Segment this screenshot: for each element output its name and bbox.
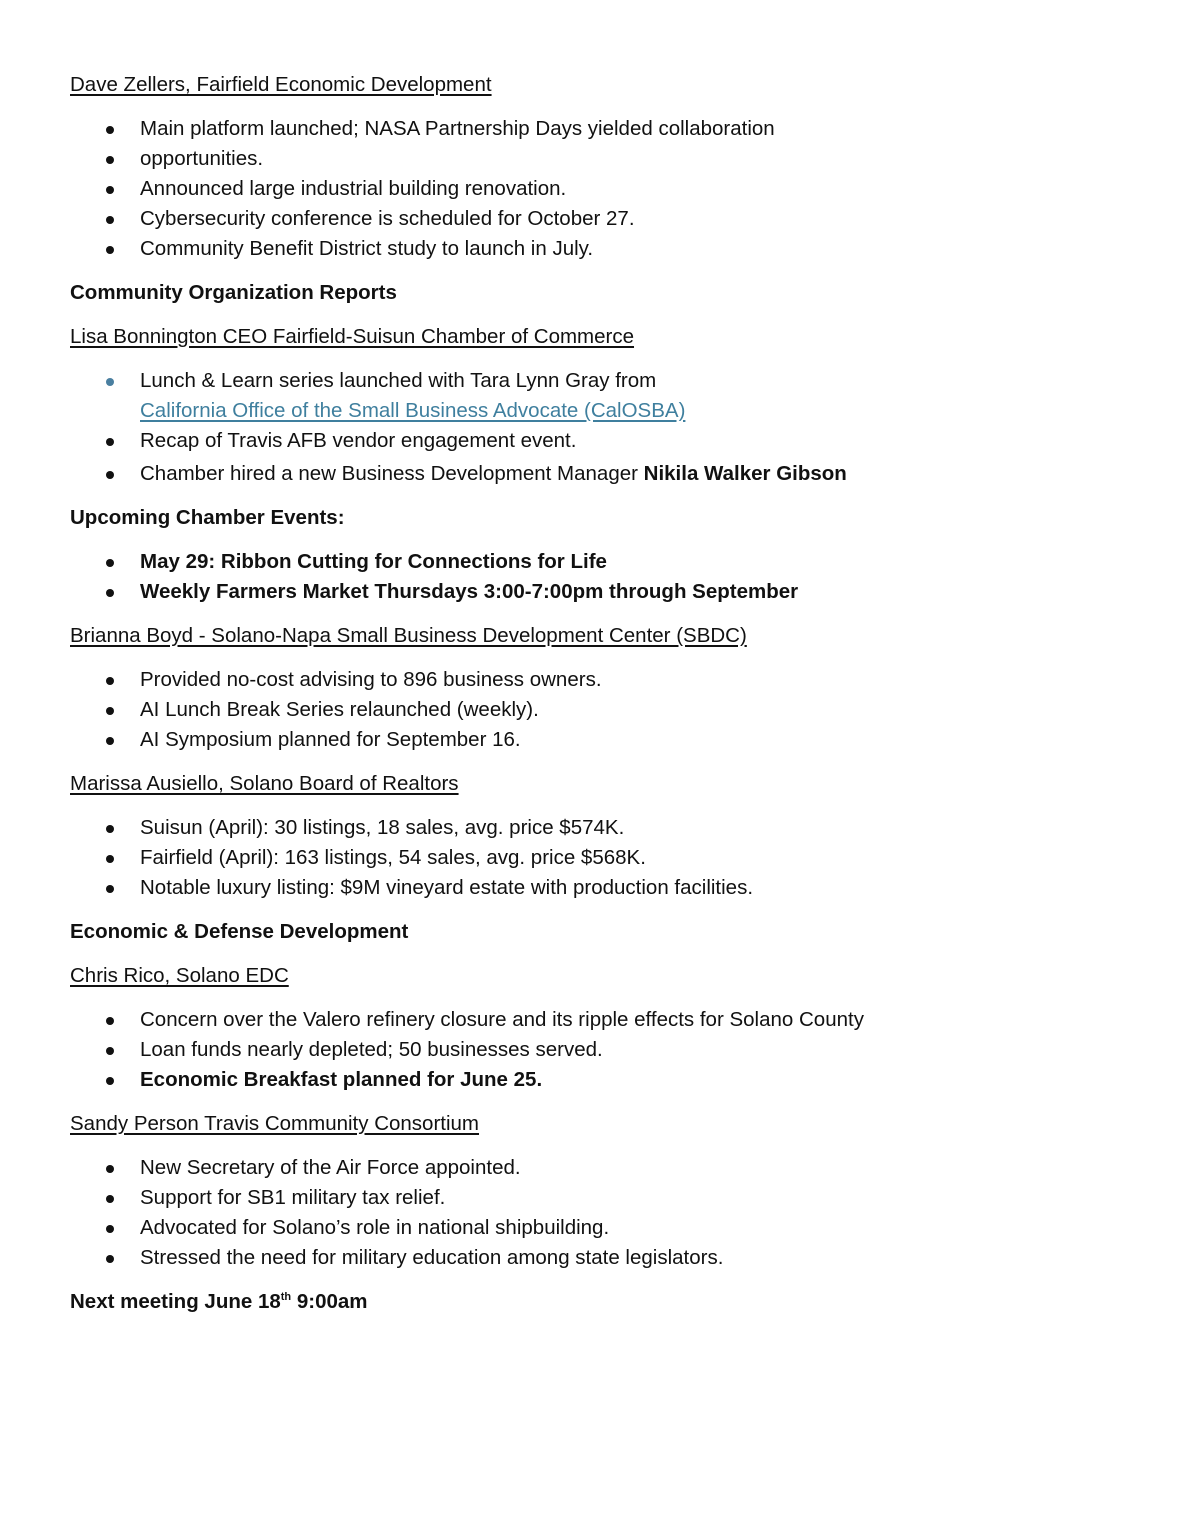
list-item: Provided no-cost advising to 896 business owners. xyxy=(70,665,1130,695)
list-item: Economic Breakfast planned for June 25. xyxy=(70,1065,1130,1095)
lisa-bonnington-list xyxy=(70,366,1130,489)
chris-rico-list xyxy=(70,1005,1130,1095)
list-item: opportunities. xyxy=(70,144,1130,174)
list-item: May 29: Ribbon Cutting for Connections for Life xyxy=(70,547,1130,577)
speaker-chris-rico: Chris Rico, Solano EDC xyxy=(70,964,289,987)
section-heading-community: Community Organization Reports xyxy=(70,281,397,304)
sandy-person-list xyxy=(70,1153,1130,1273)
list-item: AI Symposium planned for September 16. xyxy=(70,725,1130,755)
list-item: AI Lunch Break Series relaunched (weekly). xyxy=(70,695,1130,725)
list-item: New Secretary of the Air Force appointed. xyxy=(70,1153,1130,1183)
list-item: Recap of Travis AFB vendor engagement event. xyxy=(70,426,1130,456)
document-page xyxy=(70,70,1130,1331)
next-meeting xyxy=(70,1287,1130,1317)
list-item: Advocated for Solano’s role in national shipbuilding. xyxy=(70,1213,1130,1243)
speaker-sandy-person: Sandy Person Travis Community Consortium xyxy=(70,1112,480,1135)
calosba-link[interactable]: California Office of the Small Business Advocate (CalOSBA) xyxy=(140,399,686,422)
list-item-text: Chamber hired a new Business Development Manager xyxy=(140,462,644,485)
speaker-marissa-ausiello: Marissa Ausiello, Solano Board of Realtors xyxy=(70,772,459,795)
list-item: Fairfield (April): 163 listings, 54 sales, avg. price $568K. xyxy=(70,843,1130,873)
list-item-text: Lunch & Learn series launched with Tara Lynn Gray from xyxy=(140,369,657,392)
section-heading-chamber-events: Upcoming Chamber Events: xyxy=(70,506,345,529)
next-meeting-date: Next meeting June 18 xyxy=(70,1290,281,1313)
dave-zellers-list xyxy=(70,114,1130,264)
list-item xyxy=(70,366,1130,426)
list-item: Weekly Farmers Market Thursdays 3:00-7:00pm through September xyxy=(70,577,1130,607)
list-item: Announced large industrial building renovation. xyxy=(70,174,1130,204)
speaker-brianna-boyd: Brianna Boyd - Solano-Napa Small Business Development Center (SBDC) xyxy=(70,624,747,647)
ordinal-suffix: th xyxy=(280,1291,292,1303)
list-item: Community Benefit District study to launch in July. xyxy=(70,234,1130,264)
list-item: Concern over the Valero refinery closure and its ripple effects for Solano County xyxy=(70,1005,1130,1035)
speaker-dave-zellers: Dave Zellers, Fairfield Economic Development xyxy=(70,73,492,96)
list-item: Suisun (April): 30 listings, 18 sales, avg. price $574K. xyxy=(70,813,1130,843)
list-item: Stressed the need for military education among state legislators. xyxy=(70,1243,1130,1273)
marissa-ausiello-list xyxy=(70,813,1130,903)
next-meeting-time: 9:00am xyxy=(291,1290,368,1313)
new-manager-name: Nikila Walker Gibson xyxy=(643,462,847,485)
list-item: Support for SB1 military tax relief. xyxy=(70,1183,1130,1213)
speaker-lisa-bonnington: Lisa Bonnington CEO Fairfield-Suisun Chamber of Commerce xyxy=(70,325,635,348)
list-item: Loan funds nearly depleted; 50 businesses served. xyxy=(70,1035,1130,1065)
chamber-events-list xyxy=(70,547,1130,607)
list-item: Cybersecurity conference is scheduled for October 27. xyxy=(70,204,1130,234)
section-heading-economic: Economic & Defense Development xyxy=(70,920,409,943)
list-item: Notable luxury listing: $9M vineyard estate with production facilities. xyxy=(70,873,1130,903)
list-item: Main platform launched; NASA Partnership Days yielded collaboration xyxy=(70,114,1130,144)
brianna-boyd-list xyxy=(70,665,1130,755)
list-item xyxy=(70,459,1130,489)
